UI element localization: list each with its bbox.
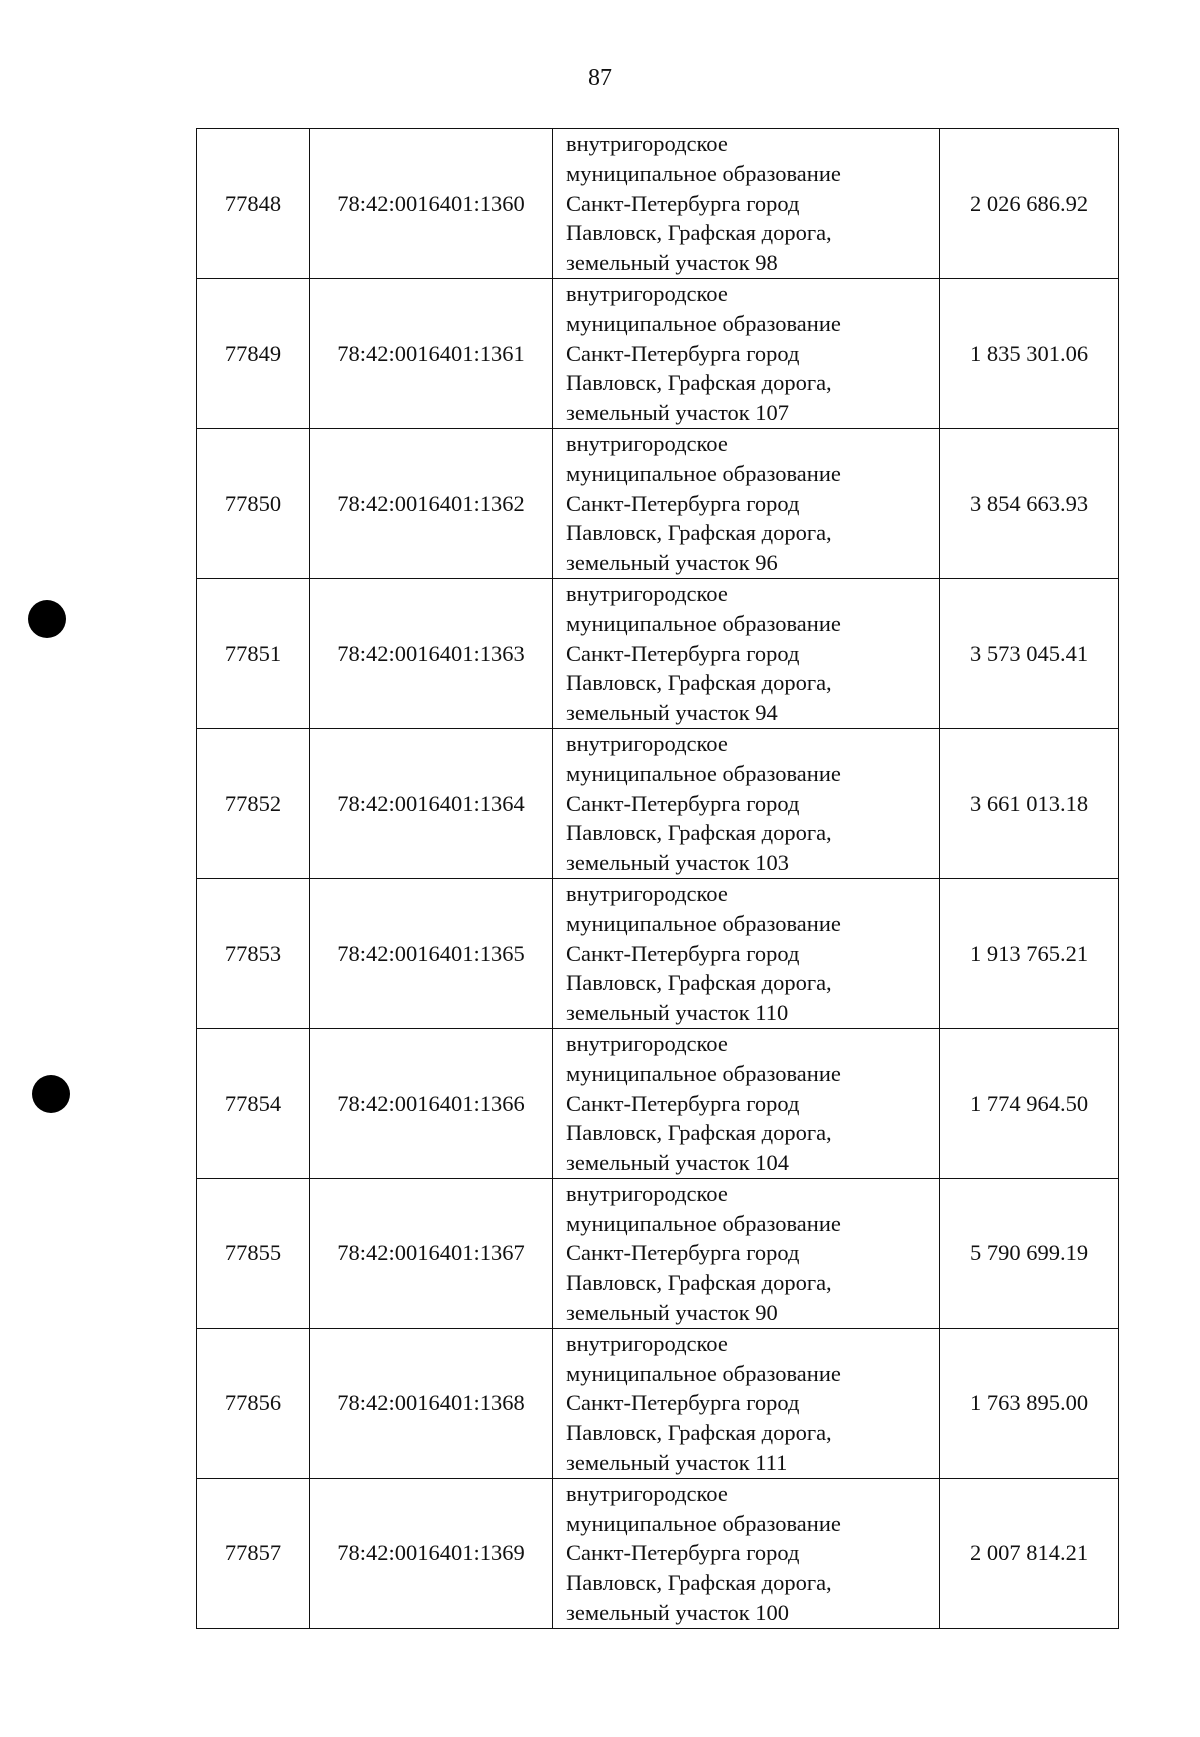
row-number-cell: 77855 — [197, 1178, 310, 1328]
punch-hole-mark — [32, 1075, 70, 1113]
address-line: земельный участок 111 — [566, 1450, 788, 1476]
cadastral-value-cell: 1 913 765.21 — [940, 878, 1119, 1028]
address-line: Павловск, Графская дорога, — [566, 1120, 832, 1146]
address-line: Санкт-Петербурга город — [566, 1540, 800, 1566]
row-number-cell: 77854 — [197, 1028, 310, 1178]
cadastral-number-cell: 78:42:0016401:1364 — [310, 728, 553, 878]
cadastral-number-cell: 78:42:0016401:1361 — [310, 278, 553, 428]
land-plot-table — [196, 128, 1119, 1629]
address-cell — [553, 1328, 940, 1478]
page-number: 87 — [588, 65, 612, 91]
address-line: Павловск, Графская дорога, — [566, 820, 832, 846]
table-row — [197, 428, 1119, 578]
address-line: Павловск, Графская дорога, — [566, 970, 832, 996]
address-line: земельный участок 103 — [566, 850, 790, 876]
address-line: земельный участок 98 — [566, 250, 778, 276]
address-line: муниципальное образование — [566, 310, 841, 336]
cadastral-number-cell: 78:42:0016401:1369 — [310, 1478, 553, 1628]
table-row — [197, 129, 1119, 279]
address-line: внутригородское — [566, 131, 728, 156]
row-number-cell: 77857 — [197, 1478, 310, 1628]
cadastral-value-cell: 3 854 663.93 — [940, 428, 1119, 578]
address-cell — [553, 578, 940, 728]
table-row — [197, 728, 1119, 878]
address-cell — [553, 878, 940, 1028]
address-line: земельный участок 94 — [566, 700, 778, 726]
address-line: земельный участок 100 — [566, 1600, 790, 1626]
cadastral-number-cell: 78:42:0016401:1362 — [310, 428, 553, 578]
address-line: внутригородское — [566, 1330, 728, 1356]
address-line: внутригородское — [566, 880, 728, 906]
cadastral-value-cell: 2 007 814.21 — [940, 1478, 1119, 1628]
address-cell — [553, 428, 940, 578]
address-line: Павловск, Графская дорога, — [566, 1420, 832, 1446]
address-line: земельный участок 110 — [566, 1000, 789, 1026]
address-line: Павловск, Графская дорога, — [566, 370, 832, 396]
address-cell — [553, 1178, 940, 1328]
cadastral-value-cell: 3 661 013.18 — [940, 728, 1119, 878]
address-line: земельный участок 90 — [566, 1300, 778, 1326]
address-line: внутригородское — [566, 1030, 728, 1056]
address-line: муниципальное образование — [566, 1360, 841, 1386]
cadastral-number-cell: 78:42:0016401:1360 — [310, 129, 553, 279]
address-line: внутригородское — [566, 1180, 728, 1206]
cadastral-value-cell: 1 774 964.50 — [940, 1028, 1119, 1178]
address-line: внутригородское — [566, 1480, 728, 1506]
address-line: Санкт-Петербурга город — [566, 640, 800, 666]
table-row — [197, 1178, 1119, 1328]
address-line: земельный участок 104 — [566, 1150, 790, 1176]
cadastral-number-cell: 78:42:0016401:1366 — [310, 1028, 553, 1178]
address-line: внутригородское — [566, 580, 728, 606]
cadastral-value-cell: 3 573 045.41 — [940, 578, 1119, 728]
table-row — [197, 878, 1119, 1028]
address-cell — [553, 129, 940, 279]
address-line: внутригородское — [566, 730, 728, 756]
address-line: Павловск, Графская дорога, — [566, 520, 832, 546]
address-line: муниципальное образование — [566, 1210, 841, 1236]
address-cell — [553, 1028, 940, 1178]
punch-hole-mark — [28, 600, 66, 638]
cadastral-number-cell: 78:42:0016401:1367 — [310, 1178, 553, 1328]
cadastral-number-cell: 78:42:0016401:1363 — [310, 578, 553, 728]
address-line: Санкт-Петербурга город — [566, 940, 800, 966]
row-number-cell: 77849 — [197, 278, 310, 428]
address-cell — [553, 278, 940, 428]
address-line: муниципальное образование — [566, 760, 841, 786]
cadastral-number-cell: 78:42:0016401:1368 — [310, 1328, 553, 1478]
cadastral-value-cell: 5 790 699.19 — [940, 1178, 1119, 1328]
address-line: муниципальное образование — [566, 610, 841, 636]
address-line: Санкт-Петербурга город — [566, 790, 800, 816]
table-row — [197, 1478, 1119, 1628]
address-line: земельный участок 96 — [566, 550, 778, 576]
address-line: Павловск, Графская дорога, — [566, 670, 832, 696]
cadastral-number-cell: 78:42:0016401:1365 — [310, 878, 553, 1028]
cadastral-value-cell: 2 026 686.92 — [940, 129, 1119, 279]
row-number-cell: 77850 — [197, 428, 310, 578]
row-number-cell: 77852 — [197, 728, 310, 878]
address-line: Санкт-Петербурга город — [566, 1240, 800, 1266]
address-line: Санкт-Петербурга город — [566, 1090, 800, 1116]
address-line: муниципальное образование — [566, 1510, 841, 1536]
address-line: Павловск, Графская дорога, — [566, 1570, 832, 1596]
cadastral-value-cell: 1 763 895.00 — [940, 1328, 1119, 1478]
address-line: муниципальное образование — [566, 460, 841, 486]
table-body — [197, 129, 1119, 1629]
cadastral-value-cell: 1 835 301.06 — [940, 278, 1119, 428]
address-line: муниципальное образование — [566, 1060, 841, 1086]
address-line: Санкт-Петербурга город — [566, 490, 800, 516]
address-line: муниципальное образование — [566, 910, 841, 936]
row-number-cell: 77856 — [197, 1328, 310, 1478]
address-line: земельный участок 107 — [566, 400, 790, 426]
address-cell — [553, 1478, 940, 1628]
row-number-cell: 77848 — [197, 129, 310, 279]
address-line: Павловск, Графская дорога, — [566, 1270, 832, 1296]
address-cell — [553, 728, 940, 878]
row-number-cell: 77851 — [197, 578, 310, 728]
address-line: Павловск, Графская дорога, — [566, 220, 832, 246]
table-row — [197, 278, 1119, 428]
address-line: муниципальное образование — [566, 160, 841, 186]
row-number-cell: 77853 — [197, 878, 310, 1028]
table-row — [197, 1028, 1119, 1178]
address-line: Санкт-Петербурга город — [566, 190, 800, 216]
table-row — [197, 1328, 1119, 1478]
address-line: внутригородское — [566, 430, 728, 456]
address-line: Санкт-Петербурга город — [566, 340, 800, 366]
table-row — [197, 578, 1119, 728]
address-line: Санкт-Петербурга город — [566, 1390, 800, 1416]
address-line: внутригородское — [566, 280, 728, 306]
